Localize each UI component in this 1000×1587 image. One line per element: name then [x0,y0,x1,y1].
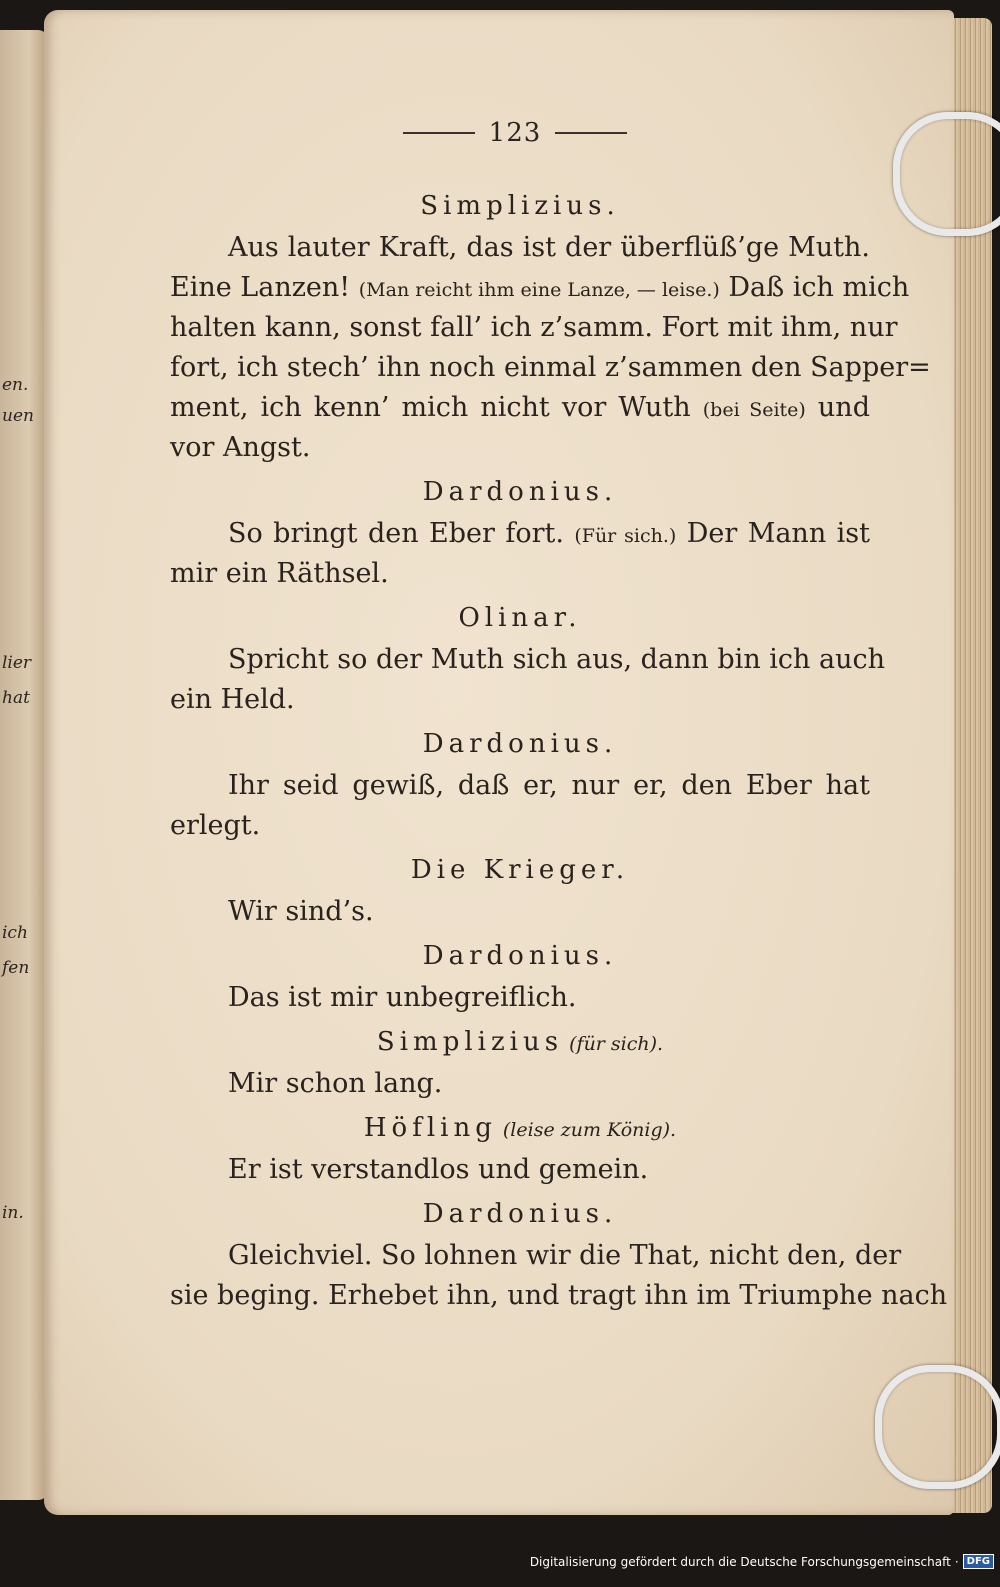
page-number: 123 [488,118,542,148]
page-text [170,182,948,1316]
text-line: halten kann, sonst fall’ ich z’samm. Fort mit ihm, nur [170,312,898,343]
left-page-fragment: uen [2,406,34,426]
text-line [170,388,870,428]
left-page-fragment: hat [2,688,30,708]
left-page-fragment: en. [2,375,29,395]
stage-direction: (Man reicht ihm eine Lanze, — leise.) [358,279,720,301]
speaker-name [170,594,870,640]
text-line: vor Angst. [170,432,311,463]
speaker-name [170,932,870,978]
speaker-label: Olinar. [458,603,582,633]
text-line: ein Held. [170,684,295,715]
page-header [390,118,640,148]
header-rule-left [403,132,475,134]
left-facing-page [0,30,48,1500]
footer-credit: Digitalisierung gefördert durch die Deutsche Forschungsgemeinschaft · DFG [530,1554,994,1569]
text-line: mir ein Räthsel. [170,558,389,589]
text-line [170,268,910,308]
text-line: Spricht so der Muth sich aus, dann bin ich auch [228,644,886,675]
page-edges [948,18,992,1513]
text-line: Gleichviel. So lohnen wir die That, nicht den, der [228,1240,902,1271]
speaker-name [170,182,870,228]
line-segment: Eine Lanzen! [170,272,359,303]
speaker-name [170,720,870,766]
text-line: Aus lauter Kraft, das ist der überflüß’ge Muth. [228,232,870,263]
footer-text: Digitalisierung gefördert durch die Deutsche Forschungsgemeinschaft [529,1554,951,1569]
line-segment: ment, ich kenn’ mich nicht vor Wuth [170,392,703,423]
speaker-label: Dardonius. [422,729,618,759]
left-page-fragment: ich [2,923,28,943]
text-line: erlegt. [170,810,261,841]
text-line: sie beging. Erhebet ihn, und tragt ihn im Triumphe nach [170,1280,948,1311]
speaker-label: Dardonius. [422,477,618,507]
stage-direction: (bei Seite) [702,399,806,421]
speaker-label: Simplizius [376,1027,564,1057]
speaker-name [170,1104,870,1150]
speaker-label: Dardonius. [422,941,618,971]
text-line: fort, ich stech’ ihn noch einmal z’sammen den Sapper= [170,352,931,383]
stage-direction: (leise zum König). [496,1119,677,1141]
paper-clip-bottom [875,1365,1000,1489]
stage-direction: (für sich). [563,1033,664,1055]
speaker-label: Die Krieger. [410,855,630,885]
left-page-fragment: in. [2,1203,24,1223]
text-line [170,514,870,554]
speaker-name [170,468,870,514]
speaker-label: Dardonius. [422,1199,618,1229]
left-page-fragment: fen [2,958,30,978]
text-line: Das ist mir unbegreiflich. [228,982,577,1013]
speaker-name [170,1018,870,1064]
line-segment: So bringt den Eber fort. [228,518,575,549]
text-line: Ihr seid gewiß, daß er, nur er, den Eber hat [228,770,870,801]
header-rule-right [555,132,627,134]
line-segment: und [805,392,870,423]
speaker-name [170,1190,870,1236]
line-segment: Der Mann ist [676,518,870,549]
left-page-fragment: lier [2,653,32,673]
text-line: Mir schon lang. [228,1068,443,1099]
text-line: Wir sind’s. [228,896,374,927]
speaker-name [170,846,870,892]
dfg-logo: DFG [963,1554,994,1569]
paper-clip-top [893,112,1000,236]
speaker-label: Simplizius. [420,191,620,221]
speaker-label: Höfling [363,1113,497,1143]
text-line: Er ist verstandlos und gemein. [228,1154,649,1185]
line-segment: Daß ich mich [719,272,910,303]
stage-direction: (Für sich.) [574,525,677,547]
